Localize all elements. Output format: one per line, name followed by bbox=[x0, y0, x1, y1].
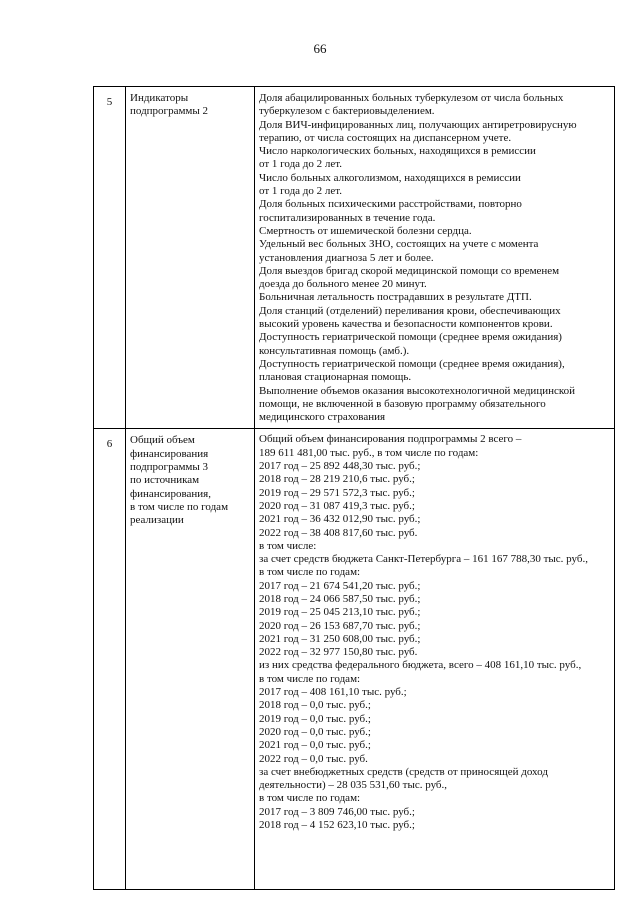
row-content-line: в том числе по годам: bbox=[259, 672, 361, 685]
row-content-line: 2018 год – 0,0 тыс. руб.; bbox=[259, 699, 371, 712]
page-number: 66 bbox=[313, 41, 327, 56]
row-content-line: 2017 год – 21 674 541,20 тыс. руб.; bbox=[259, 579, 421, 592]
row-content-line: 2021 год – 36 432 012,90 тыс. руб.; bbox=[259, 513, 421, 526]
row-name-line: в том числе по годам bbox=[130, 500, 229, 513]
row-content-cell bbox=[255, 87, 615, 429]
row-content-line: 189 611 481,00 тыс. руб., в том числе по годам: bbox=[259, 446, 479, 459]
row-content-line: Удельный вес больных ЗНО, состоящих на учете с момента bbox=[259, 238, 539, 251]
row-number-cell bbox=[94, 87, 126, 429]
row-content-line: 2019 год – 29 571 572,3 тыс. руб.; bbox=[259, 486, 415, 499]
row-content-line: Доля больных психическими расстройствами, повторно bbox=[259, 198, 522, 211]
row-content-line: Доступность гериатрической помощи (среднее время ожидания), bbox=[259, 357, 565, 370]
row-content-line: 2021 год – 0,0 тыс. руб.; bbox=[259, 739, 371, 752]
table-row-5 bbox=[94, 87, 615, 429]
row-name-line: подпрограммы 3 bbox=[130, 461, 209, 474]
row-content-line: 2017 год – 3 809 746,00 тыс. руб.; bbox=[259, 805, 415, 818]
row-content-line: консультативная помощь (амб.). bbox=[259, 344, 410, 357]
row-name-line: реализации bbox=[130, 514, 184, 527]
row-content-line: 2018 год – 4 152 623,10 тыс. руб.; bbox=[259, 819, 415, 832]
row-content-line: Доля абацилированных больных туберкулезом от числа больных bbox=[259, 92, 564, 104]
row-content-line: в том числе: bbox=[259, 539, 317, 552]
row-content-line: установления диагноза 5 лет и более. bbox=[259, 251, 434, 264]
row-name-line: финансирования bbox=[130, 447, 209, 460]
row-name-line: по источникам bbox=[130, 474, 200, 487]
row-content-line: доезда до больного менее 20 минут. bbox=[259, 278, 427, 291]
row-name-cell bbox=[126, 87, 255, 429]
row-content-line: 2018 год – 28 219 210,6 тыс. руб.; bbox=[259, 473, 415, 486]
row-content-line: 2022 год – 32 977 150,80 тыс. руб. bbox=[259, 646, 418, 659]
row-content-line: за счет внебюджетных средств (средств от приносящей доход bbox=[259, 765, 548, 778]
row-content-line: 2020 год – 0,0 тыс. руб.; bbox=[259, 725, 371, 738]
row-content bbox=[255, 87, 614, 428]
row-content-line: высокий уровень качества и безопасности компонентов крови. bbox=[259, 318, 553, 331]
row-content-line: деятельности) – 28 035 531,60 тыс. руб., bbox=[259, 779, 448, 792]
row-content-line: 2017 год – 408 161,10 тыс. руб.; bbox=[259, 686, 407, 699]
row-content-line: Число больных алкоголизмом, находящихся в ремиссии bbox=[259, 171, 521, 184]
row-content-line: 2018 год – 24 066 587,50 тыс. руб.; bbox=[259, 592, 421, 605]
row-content-line: Число наркологических больных, находящихся в ремиссии bbox=[259, 145, 536, 158]
row-content-line: 2019 год – 0,0 тыс. руб.; bbox=[259, 712, 371, 725]
row-content-line: туберкулезом с бактериовыделением. bbox=[259, 105, 435, 118]
row-name bbox=[126, 429, 254, 527]
row-content-line: за счет средств бюджета Санкт-Петербурга – 161 167 788,30 тыс. руб., bbox=[259, 553, 588, 566]
row-number-cell bbox=[94, 429, 126, 890]
row-content-line: из них средства федерального бюджета, всего – 408 161,10 тыс. руб., bbox=[259, 659, 582, 672]
row-content-line: в том числе по годам: bbox=[259, 566, 361, 579]
row-content-line: 2020 год – 31 087 419,3 тыс. руб.; bbox=[259, 499, 415, 512]
row-content-line: Доля ВИЧ-инфицированных лиц, получающих антиретровирусную bbox=[259, 118, 577, 131]
row-content-line: 2022 год – 38 408 817,60 тыс. руб. bbox=[259, 526, 418, 539]
table-row-6 bbox=[94, 429, 615, 890]
row-content-line: Больничная летальность пострадавших в результате ДТП. bbox=[259, 291, 532, 304]
row-content-cell bbox=[255, 429, 615, 890]
row-number: 5 bbox=[106, 96, 113, 108]
row-content-line: помощи, не включенной в базовую программу обязательного bbox=[259, 397, 546, 410]
row-content-line: терапию, от числа состоящих на диспансерном учете. bbox=[259, 131, 512, 144]
row-content bbox=[255, 429, 614, 836]
row-content-line: от 1 года до 2 лет. bbox=[259, 185, 343, 198]
row-content-line: от 1 года до 2 лет. bbox=[259, 158, 343, 171]
row-content-line: 2019 год – 25 045 213,10 тыс. руб.; bbox=[259, 606, 421, 619]
row-content-line: в том числе по годам: bbox=[259, 792, 361, 805]
row-content-line: госпитализированных в течение года. bbox=[259, 211, 436, 224]
row-content-line: 2017 год – 25 892 448,30 тыс. руб.; bbox=[259, 460, 421, 473]
row-content-line: медицинского страхования bbox=[259, 411, 386, 424]
row-content-line: Доступность гериатрической помощи (среднее время ожидания) bbox=[259, 331, 562, 344]
row-content-line: 2020 год – 26 153 687,70 тыс. руб.; bbox=[259, 619, 421, 632]
row-number: 6 bbox=[106, 438, 113, 451]
row-name bbox=[126, 87, 254, 119]
row-name-line: Индикаторы bbox=[130, 92, 189, 104]
row-name-line: подпрограммы 2 bbox=[130, 105, 209, 118]
row-name-line: Общий объем bbox=[130, 434, 195, 447]
row-content-line: Выполнение объемов оказания высокотехнологичной медицинской bbox=[259, 384, 576, 397]
row-content-line: 2021 год – 31 250 608,00 тыс. руб.; bbox=[259, 632, 421, 645]
row-content-line: Доля выездов бригад скорой медицинской помощи со временем bbox=[259, 264, 560, 277]
row-content-line: Доля станций (отделений) переливания крови, обеспечивающих bbox=[259, 304, 561, 317]
row-content-line: Общий объем финансирования подпрограммы 2 всего – bbox=[259, 433, 522, 446]
row-name-line: финансирования, bbox=[130, 487, 211, 500]
table-body bbox=[94, 87, 615, 890]
row-name-cell bbox=[126, 429, 255, 890]
passport-table bbox=[93, 86, 615, 890]
row-content-line: 2022 год – 0,0 тыс. руб. bbox=[259, 752, 368, 765]
row-content-line: плановая стационарная помощь. bbox=[259, 371, 412, 384]
row-content-line: Смертность от ишемической болезни сердца. bbox=[259, 224, 472, 237]
